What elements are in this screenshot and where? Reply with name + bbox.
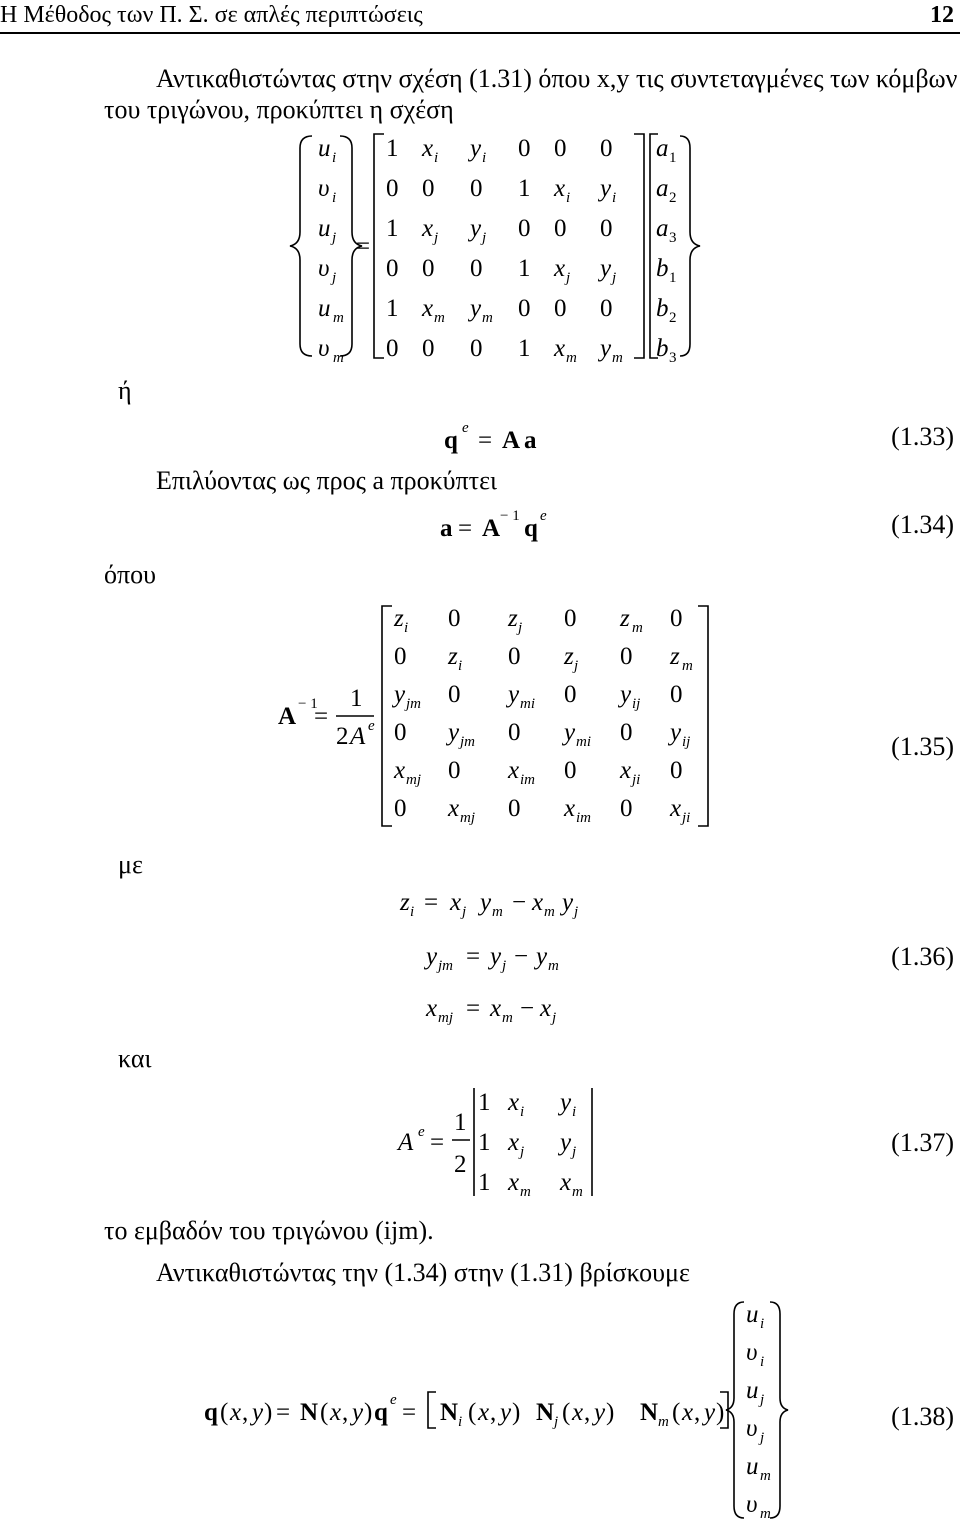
svg-text:A: A xyxy=(398,1129,414,1156)
svg-text:− 1: − 1 xyxy=(500,508,520,524)
svg-text:x: x xyxy=(620,757,632,784)
svg-text:): ) xyxy=(606,1399,615,1426)
svg-text:0: 0 xyxy=(554,215,567,242)
svg-text:): ) xyxy=(264,1399,273,1426)
svg-text:2: 2 xyxy=(336,723,349,750)
svg-text:i: i xyxy=(434,150,439,166)
svg-text:,: , xyxy=(242,1399,249,1426)
word-and: και xyxy=(118,1044,152,1073)
svg-text:0: 0 xyxy=(670,757,683,784)
svg-text:1: 1 xyxy=(386,135,399,162)
svg-text:m: m xyxy=(482,310,493,326)
svg-text:A: A xyxy=(350,723,366,750)
svg-text:0: 0 xyxy=(386,255,399,282)
svg-text:y: y xyxy=(508,681,520,708)
svg-text:y: y xyxy=(536,943,548,970)
svg-text:=: = xyxy=(458,515,473,542)
svg-text:jm: jm xyxy=(406,696,421,712)
svg-text:j: j xyxy=(574,658,579,674)
svg-text:ji: ji xyxy=(632,772,641,788)
svg-text:m: m xyxy=(572,1184,583,1200)
svg-text:m: m xyxy=(492,904,503,920)
svg-text:υ: υ xyxy=(318,255,330,282)
svg-text:i: i xyxy=(572,1104,577,1120)
equation-number-1-36: (1.36) xyxy=(891,942,954,971)
svg-text:u: u xyxy=(318,295,331,322)
svg-text:z: z xyxy=(564,643,574,670)
equation-number-1-33: (1.33) xyxy=(891,422,954,451)
svg-text:0: 0 xyxy=(422,255,435,282)
svg-text:0: 0 xyxy=(600,295,613,322)
svg-text:N: N xyxy=(640,1399,659,1426)
svg-text:=: = xyxy=(424,889,439,916)
svg-text:ij: ij xyxy=(632,696,641,712)
svg-text:y: y xyxy=(470,135,482,162)
svg-text:j: j xyxy=(482,230,487,246)
svg-text:=: = xyxy=(478,427,493,454)
svg-text:x: x xyxy=(422,295,434,322)
svg-text:m: m xyxy=(632,620,643,636)
svg-text:(: ( xyxy=(672,1399,681,1426)
svg-text:=: = xyxy=(356,233,371,260)
svg-text:y: y xyxy=(564,719,576,746)
svg-text:0: 0 xyxy=(508,643,521,670)
svg-text:2: 2 xyxy=(454,1151,467,1178)
svg-text:x: x xyxy=(394,757,406,784)
svg-text:0: 0 xyxy=(670,605,683,632)
svg-text:m: m xyxy=(544,904,555,920)
svg-text:x: x xyxy=(490,995,502,1022)
svg-text:A: A xyxy=(482,515,501,542)
svg-text:0: 0 xyxy=(670,681,683,708)
svg-text:y: y xyxy=(352,1399,364,1426)
svg-text:x: x xyxy=(508,1089,520,1116)
svg-text:): ) xyxy=(364,1399,373,1426)
svg-text:j: j xyxy=(332,230,337,246)
svg-text:y: y xyxy=(480,889,492,916)
svg-text:mi: mi xyxy=(576,734,591,750)
svg-text:=: = xyxy=(430,1129,445,1156)
svg-text:(: ( xyxy=(320,1399,329,1426)
svg-text:m: m xyxy=(502,1010,513,1026)
svg-text:0: 0 xyxy=(470,335,483,362)
svg-text:m: m xyxy=(434,310,445,326)
svg-text:0: 0 xyxy=(508,795,521,822)
svg-text:υ: υ xyxy=(318,175,330,202)
conjunction-or: ή xyxy=(118,376,132,405)
svg-text:0: 0 xyxy=(564,681,577,708)
svg-text:0: 0 xyxy=(564,757,577,784)
svg-text:x: x xyxy=(540,995,552,1022)
equation-1-37 xyxy=(0,1084,960,1204)
svg-text:0: 0 xyxy=(386,175,399,202)
svg-text:a: a xyxy=(656,215,669,242)
svg-text:A: A xyxy=(502,427,521,454)
svg-text:jm: jm xyxy=(438,958,453,974)
svg-text:1: 1 xyxy=(386,215,399,242)
svg-text:): ) xyxy=(512,1399,521,1426)
svg-text:z: z xyxy=(620,605,630,632)
svg-text:jm: jm xyxy=(460,734,475,750)
svg-text:0: 0 xyxy=(470,175,483,202)
page-number: 12 xyxy=(930,2,954,28)
svg-text:0: 0 xyxy=(448,757,461,784)
svg-text:m: m xyxy=(333,310,344,326)
svg-text:mj: mj xyxy=(438,1010,453,1026)
svg-text:y: y xyxy=(560,1129,572,1156)
svg-text:2: 2 xyxy=(669,190,677,206)
svg-text:j: j xyxy=(566,270,571,286)
svg-text:a: a xyxy=(656,175,669,202)
svg-text:j: j xyxy=(760,1392,765,1408)
svg-text:1: 1 xyxy=(478,1129,491,1156)
svg-text:i: i xyxy=(566,190,571,206)
svg-text:−: − xyxy=(514,943,529,970)
svg-text:0: 0 xyxy=(600,215,613,242)
svg-text:j: j xyxy=(520,1144,525,1160)
svg-text:mj: mj xyxy=(406,772,421,788)
svg-text:0: 0 xyxy=(600,135,613,162)
svg-text:e: e xyxy=(418,1124,425,1140)
equation-1-36 xyxy=(0,880,960,1030)
paragraph-line-1: Αντικαθιστώντας στην σχέση (1.31) όπου x,y τις συντεταγμένες των κόμβων xyxy=(156,64,958,93)
svg-text:m: m xyxy=(760,1468,771,1484)
svg-text:y: y xyxy=(426,943,438,970)
svg-text:m: m xyxy=(566,350,577,366)
svg-text:m: m xyxy=(760,1506,771,1522)
svg-text:υ: υ xyxy=(746,1491,758,1518)
svg-text:e: e xyxy=(540,508,547,524)
svg-text:=: = xyxy=(402,1399,417,1426)
solving-text: Επιλύοντας ως προς a προκύπτει xyxy=(156,466,498,495)
svg-text:x: x xyxy=(554,335,566,362)
svg-text:b: b xyxy=(656,295,669,322)
svg-text:υ: υ xyxy=(746,1339,758,1366)
svg-text:y: y xyxy=(560,1089,572,1116)
svg-text:y: y xyxy=(600,255,612,282)
svg-text:−: − xyxy=(520,995,535,1022)
svg-text:j: j xyxy=(462,904,467,920)
svg-text:j: j xyxy=(760,1430,765,1446)
svg-text:i: i xyxy=(520,1104,525,1120)
svg-text:0: 0 xyxy=(394,719,407,746)
svg-text:x: x xyxy=(682,1399,694,1426)
svg-text:1: 1 xyxy=(669,150,677,166)
svg-text:z: z xyxy=(394,605,404,632)
svg-text:N: N xyxy=(536,1399,555,1426)
svg-text:j: j xyxy=(612,270,617,286)
svg-text:0: 0 xyxy=(554,135,567,162)
svg-text:,: , xyxy=(490,1399,497,1426)
equation-1-34 xyxy=(0,506,960,546)
svg-text:b: b xyxy=(656,335,669,362)
svg-text:(: ( xyxy=(562,1399,571,1426)
svg-text:1: 1 xyxy=(386,295,399,322)
svg-text:i: i xyxy=(612,190,617,206)
svg-text:0: 0 xyxy=(386,335,399,362)
svg-text:0: 0 xyxy=(518,295,531,322)
svg-text:u: u xyxy=(318,215,331,242)
svg-text:i: i xyxy=(458,658,463,674)
svg-text:,: , xyxy=(584,1399,591,1426)
svg-text:0: 0 xyxy=(518,215,531,242)
svg-text:j: j xyxy=(554,1414,559,1430)
svg-text:0: 0 xyxy=(620,719,633,746)
running-header-title: Η Μέθοδος των Π. Σ. σε απλές περιπτώσεις xyxy=(0,2,423,28)
svg-text:(: ( xyxy=(220,1399,229,1426)
svg-text:y: y xyxy=(470,215,482,242)
svg-text:j: j xyxy=(552,1010,557,1026)
svg-text:1: 1 xyxy=(669,270,677,286)
word-where: όπου xyxy=(104,560,156,589)
svg-text:x: x xyxy=(508,757,520,784)
svg-text:ij: ij xyxy=(682,734,691,750)
svg-text:i: i xyxy=(332,190,337,206)
svg-text:y: y xyxy=(500,1399,512,1426)
svg-text:mi: mi xyxy=(520,696,535,712)
svg-text:x: x xyxy=(532,889,544,916)
svg-text:x: x xyxy=(450,889,462,916)
svg-text:j: j xyxy=(332,270,337,286)
substituting-text: Αντικαθιστώντας την (1.34) στην (1.31) βρίσκουμε xyxy=(156,1258,690,1287)
svg-text:m: m xyxy=(548,958,559,974)
svg-text:a: a xyxy=(440,515,453,542)
svg-text:=: = xyxy=(466,943,481,970)
svg-text:0: 0 xyxy=(620,795,633,822)
svg-text:j: j xyxy=(502,958,507,974)
svg-text:x: x xyxy=(422,215,434,242)
svg-text:x: x xyxy=(508,1169,520,1196)
svg-text:1: 1 xyxy=(518,175,531,202)
svg-text:z: z xyxy=(448,643,458,670)
svg-text:i: i xyxy=(482,150,487,166)
svg-text:1: 1 xyxy=(350,685,363,712)
svg-text:x: x xyxy=(564,795,576,822)
svg-text:m: m xyxy=(333,350,344,366)
svg-text:i: i xyxy=(404,620,409,636)
svg-text:υ: υ xyxy=(746,1415,758,1442)
svg-text:2: 2 xyxy=(669,310,677,326)
svg-text:A: A xyxy=(278,703,297,730)
word-with: με xyxy=(118,850,143,879)
svg-text:i: i xyxy=(332,150,337,166)
equation-number-1-37: (1.37) xyxy=(891,1128,954,1157)
svg-text:0: 0 xyxy=(422,335,435,362)
svg-text:q: q xyxy=(524,515,538,542)
svg-text:,: , xyxy=(694,1399,701,1426)
svg-text:m: m xyxy=(682,658,693,674)
svg-text:u: u xyxy=(746,1377,759,1404)
svg-text:0: 0 xyxy=(564,605,577,632)
svg-text:j: j xyxy=(518,620,523,636)
svg-text:3: 3 xyxy=(669,350,677,366)
paragraph-line-2: του τριγώνου, προκύπτει η σχέση xyxy=(104,95,454,124)
svg-text:y: y xyxy=(470,295,482,322)
svg-text:u: u xyxy=(746,1301,759,1328)
svg-text:q: q xyxy=(204,1399,218,1426)
svg-text:y: y xyxy=(620,681,632,708)
svg-text:0: 0 xyxy=(422,175,435,202)
svg-text:0: 0 xyxy=(518,135,531,162)
svg-text:υ: υ xyxy=(318,335,330,362)
svg-text:m: m xyxy=(612,350,623,366)
svg-text:y: y xyxy=(394,681,406,708)
svg-text:=: = xyxy=(314,703,329,730)
svg-text:): ) xyxy=(716,1399,725,1426)
svg-text:q: q xyxy=(374,1399,388,1426)
svg-text:N: N xyxy=(300,1399,319,1426)
svg-text:,: , xyxy=(342,1399,349,1426)
svg-text:x: x xyxy=(478,1399,490,1426)
svg-text:0: 0 xyxy=(448,605,461,632)
svg-text:1: 1 xyxy=(518,255,531,282)
svg-text:3: 3 xyxy=(669,230,677,246)
svg-text:z: z xyxy=(670,643,680,670)
svg-text:=: = xyxy=(466,995,481,1022)
equation-1-33 xyxy=(0,418,960,458)
svg-text:a: a xyxy=(656,135,669,162)
header-rule xyxy=(0,32,960,34)
svg-text:j: j xyxy=(572,1144,577,1160)
svg-text:mj: mj xyxy=(460,810,475,826)
svg-text:x: x xyxy=(572,1399,584,1426)
svg-text:x: x xyxy=(508,1129,520,1156)
svg-text:u: u xyxy=(318,135,331,162)
svg-text:y: y xyxy=(594,1399,606,1426)
svg-text:im: im xyxy=(576,810,591,826)
svg-text:x: x xyxy=(422,135,434,162)
svg-text:e: e xyxy=(390,1392,397,1408)
svg-text:m: m xyxy=(520,1184,531,1200)
svg-text:q: q xyxy=(444,427,458,454)
svg-text:x: x xyxy=(670,795,682,822)
equation-1-35 xyxy=(0,596,960,836)
svg-text:x: x xyxy=(560,1169,572,1196)
svg-text:i: i xyxy=(760,1316,765,1332)
svg-text:i: i xyxy=(458,1414,463,1430)
svg-text:y: y xyxy=(448,719,460,746)
svg-text:0: 0 xyxy=(394,643,407,670)
svg-text:0: 0 xyxy=(508,719,521,746)
nodal-displacement-matrix-equation xyxy=(0,130,960,370)
svg-text:(: ( xyxy=(468,1399,477,1426)
svg-text:y: y xyxy=(704,1399,716,1426)
svg-text:1: 1 xyxy=(518,335,531,362)
svg-text:m: m xyxy=(658,1414,669,1430)
svg-text:b: b xyxy=(656,255,669,282)
svg-text:i: i xyxy=(760,1354,765,1370)
svg-text:i: i xyxy=(410,904,415,920)
svg-text:j: j xyxy=(574,904,579,920)
svg-text:y: y xyxy=(562,889,574,916)
equation-number-1-35: (1.35) xyxy=(891,732,954,761)
svg-text:0: 0 xyxy=(394,795,407,822)
svg-text:0: 0 xyxy=(554,295,567,322)
svg-text:a: a xyxy=(524,427,537,454)
svg-text:1: 1 xyxy=(478,1089,491,1116)
equation-number-1-34: (1.34) xyxy=(891,510,954,539)
svg-text:x: x xyxy=(448,795,460,822)
svg-text:ji: ji xyxy=(682,810,691,826)
svg-text:1: 1 xyxy=(478,1169,491,1196)
svg-text:y: y xyxy=(490,943,502,970)
svg-text:e: e xyxy=(368,718,375,734)
svg-text:x: x xyxy=(330,1399,342,1426)
svg-text:=: = xyxy=(276,1399,291,1426)
svg-text:e: e xyxy=(462,420,469,436)
svg-text:0: 0 xyxy=(470,255,483,282)
svg-text:1: 1 xyxy=(454,1109,467,1136)
svg-text:j: j xyxy=(434,230,439,246)
svg-text:u: u xyxy=(746,1453,759,1480)
svg-text:−: − xyxy=(512,889,527,916)
equation-1-38 xyxy=(0,1296,960,1524)
svg-text:x: x xyxy=(426,995,438,1022)
svg-text:y: y xyxy=(252,1399,264,1426)
svg-text:− 1: − 1 xyxy=(298,696,318,712)
svg-text:x: x xyxy=(554,255,566,282)
area-text: το εμβαδόν του τριγώνου (ijm). xyxy=(104,1216,434,1245)
svg-text:y: y xyxy=(600,175,612,202)
svg-text:y: y xyxy=(600,335,612,362)
svg-text:N: N xyxy=(440,1399,459,1426)
svg-text:z: z xyxy=(508,605,518,632)
svg-text:x: x xyxy=(230,1399,242,1426)
svg-text:z: z xyxy=(400,889,410,916)
svg-text:im: im xyxy=(520,772,535,788)
svg-text:y: y xyxy=(670,719,682,746)
equation-number-1-38: (1.38) xyxy=(891,1402,954,1431)
svg-text:0: 0 xyxy=(620,643,633,670)
svg-text:x: x xyxy=(554,175,566,202)
svg-text:0: 0 xyxy=(448,681,461,708)
